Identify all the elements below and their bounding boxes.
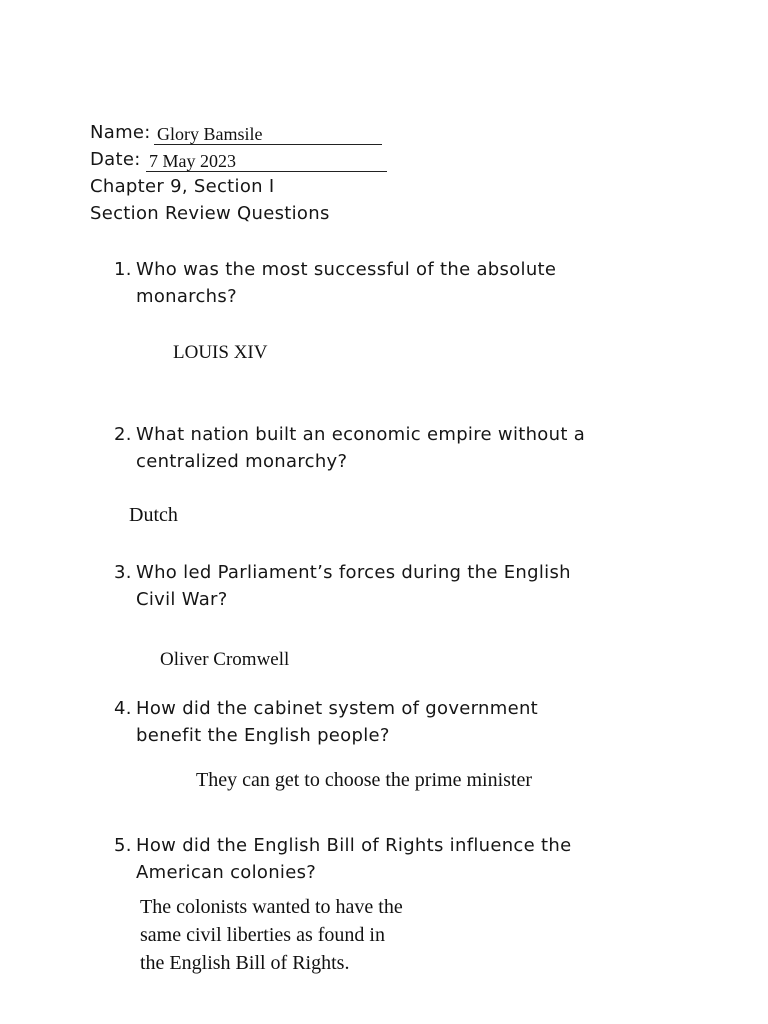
question-text-line1: How did the English Bill of Rights influence the	[136, 835, 572, 856]
date-label: Date:	[90, 149, 141, 170]
question-text-line1: What nation built an economic empire without a	[136, 424, 586, 445]
question-text-line2: centralized monarchy?	[136, 451, 348, 472]
question-text-line2: Civil War?	[136, 589, 228, 610]
answer-text: Dutch	[129, 504, 178, 526]
question-text-line1: How did the cabinet system of government	[136, 698, 539, 719]
date-field[interactable]: 7 May 2023	[146, 151, 387, 172]
question-text-line1: Who was the most successful of the absolute	[136, 259, 557, 280]
answer-text-line2: same civil liberties as found in	[140, 924, 385, 946]
question-text-line2: benefit the English people?	[136, 725, 390, 746]
section-subtitle: Section Review Questions	[90, 203, 330, 224]
question-text-line1: Who led Parliament’s forces during the English	[136, 562, 571, 583]
chapter-title: Chapter 9, Section I	[90, 176, 275, 197]
question-number: 5.	[114, 835, 132, 856]
question-number: 2.	[114, 424, 132, 445]
answer-text: They can get to choose the prime minister	[196, 769, 533, 791]
question-number: 3.	[114, 562, 132, 583]
question-text-line2: American colonies?	[136, 862, 317, 883]
question-number: 4.	[114, 698, 132, 719]
question-number: 1.	[114, 259, 132, 280]
answer-text-line1: The colonists wanted to have the	[140, 896, 403, 918]
answer-text: LOUIS XIV	[173, 342, 268, 363]
name-field[interactable]: Glory Bamsile	[154, 124, 382, 145]
name-label: Name:	[90, 122, 151, 143]
answer-text: Oliver Cromwell	[160, 649, 290, 670]
answer-text-line3: the English Bill of Rights.	[140, 952, 350, 974]
question-text-line2: monarchs?	[136, 286, 237, 307]
